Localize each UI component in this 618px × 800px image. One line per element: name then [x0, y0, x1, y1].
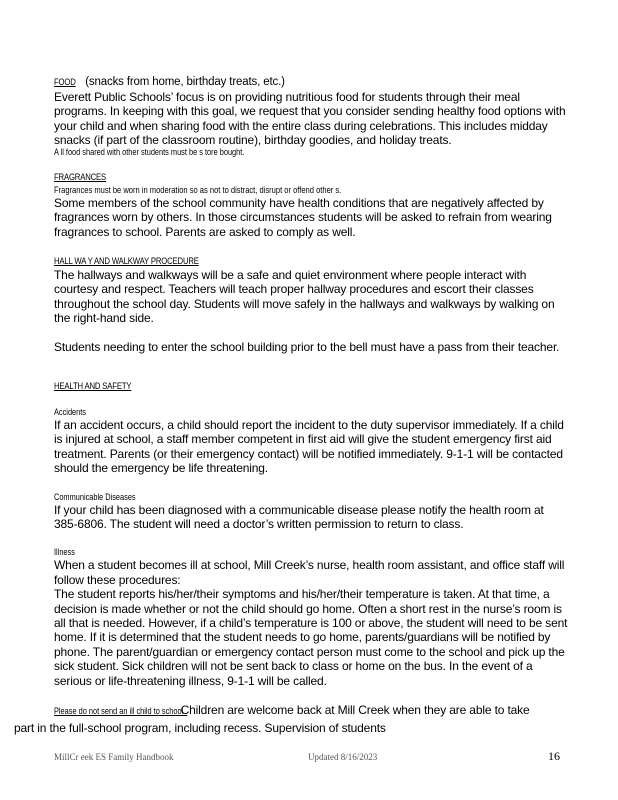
health-section	[14, 381, 570, 737]
illness-heading: Illness	[54, 547, 75, 558]
footer-updated: Updated 8/16/2023	[308, 752, 378, 762]
communicable-body: If your child has been diagnosed with a communicable disease please notify the health room at 385-6806. The student will need a doctor’s written permission to return to class.	[54, 502, 544, 532]
accidents-body: If an accident occurs, a child should report the incident to the duty supervisor immediately. If a child is injured at school, a staff member competent in first aid will give the student emergency first aid treatment. Parents (or their emergency contact) will be notified immediately. 9-1-1 will be contacted should the emergency be life threatening.	[54, 418, 564, 476]
footer-left: MillCr eek ES Family Handbook	[54, 752, 174, 762]
page-number: 16	[548, 749, 560, 763]
illness-body-2: The student reports his/her/their symptoms and his/her/their temperature is taken. At that time, a decision is made whether or not the child should go home. Often a short rest in the nurse’s room is all that is needed. However, if a child’s temperature is 100 or above, the student will need to be sent home. If it is determined that the student needs to go home, parents/guardians will be notified by phone. The parent/guardian or emergency contact person must come to the school and pick up the sick student. Sick children will not be sent back to class or home on the bus. In the event of a serious or life-threatening illness, 9-1-1 will be called.	[54, 587, 568, 688]
fragrances-body: Some members of the school community have health conditions that are negatively affected by fragrances worn by others. In those circumstances students will be asked to refrain from wearing fragrances to school. Parents are asked to comply as well.	[54, 196, 552, 239]
illness-body-1: When a student becomes ill at school, Mill Creek’s nurse, health room assistant, and office staff will follow these procedures:	[54, 558, 565, 587]
hallway-body-2: Students needing to enter the school building prior to the bell must have a pass from their teacher.	[54, 339, 560, 354]
food-heading: FOOD	[54, 77, 76, 87]
sick-child-body: Children are welcome back at Mill Creek when they are able to take part in the full-school program, including recess. Supervision of students	[14, 703, 530, 736]
food-small-tail: A ll food shared with other students must be s tore bought.	[54, 146, 245, 157]
health-heading: HEALTH AND SAFETY	[54, 381, 132, 391]
food-body: Everett Public Schools’ focus is on providing nutritious food for students through their meal programs. In keeping with this goal, we request that you consider sending healthy food options with your child and when sharing food with the entire class during celebrations. This includes midday snacks (if part of the classroom routine), birthday goodies, and holiday treats.	[54, 90, 566, 148]
accidents-heading: Accidents	[54, 407, 87, 417]
hallway-body: The hallways and walkways will be a safe and quiet environment where people interact with courtesy and respect. Teachers will teach proper hallway procedures and escort their classes throughout the school day. Students will move safely in the hallways and walkways by walking on the right-hand side.	[54, 268, 555, 326]
food-section	[54, 72, 570, 158]
fragrances-small-line: Fragrances must be worn in moderation so as not to distract, disrupt or offend other s.	[54, 185, 342, 195]
hallway-section	[54, 256, 570, 354]
communicable-heading: Communicable Diseases	[54, 491, 136, 502]
food-heading-note: (snacks from home, birthday treats, etc.)	[85, 76, 285, 88]
fragrances-heading: FRAGRANCES	[54, 172, 107, 182]
fragrances-section	[54, 172, 570, 239]
sick-child-small: Please do not send an ill child to school .	[54, 706, 188, 717]
hallway-heading: HALL WA Y AND WALKWAY PROCEDURE	[54, 256, 199, 266]
